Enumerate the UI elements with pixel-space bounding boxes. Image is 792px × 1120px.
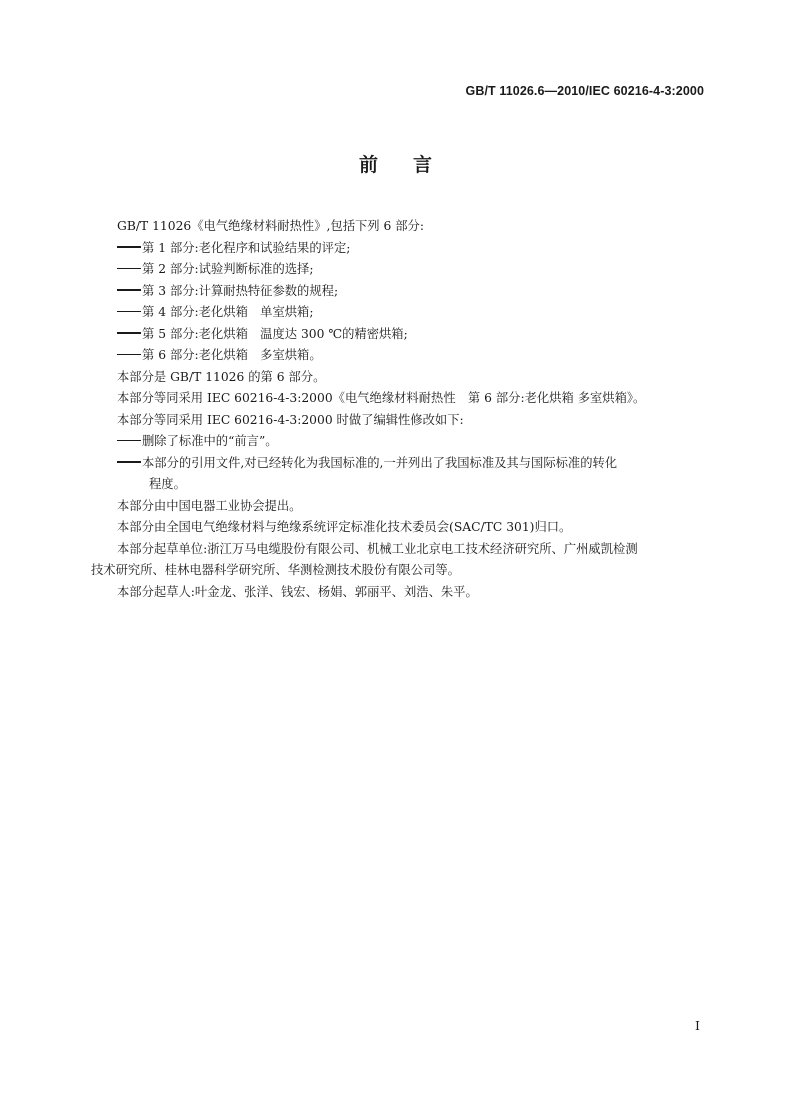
- dash-mark: [117, 289, 141, 290]
- list-item-text: 第 4 部分:老化烘箱 单室烘箱;: [142, 305, 314, 319]
- dash-mark: [117, 440, 141, 441]
- title-char-1: 前: [358, 154, 379, 176]
- dash-mark: [117, 246, 141, 247]
- page-title: [0, 150, 792, 177]
- paragraph-drafting-units-continued: 技术研究所、桂林电器科学研究所、华测检测技术股份有限公司等。: [91, 563, 460, 577]
- paragraph-equivalence: 本部分等同采用 IEC 60216-4-3:2000《电气绝缘材料耐热性 第 6 部分:老化烘箱 多室烘箱》。: [117, 391, 646, 405]
- list-item-part-4: [91, 302, 706, 324]
- list-item-modification-1: [91, 431, 706, 453]
- dash-mark: [117, 461, 141, 462]
- dash-mark: [117, 354, 141, 355]
- list-item-text: 本部分的引用文件,对已经转化为我国标准的,一并列出了我国标准及其与国际标准的转化: [142, 455, 618, 470]
- dash-mark: [117, 332, 141, 333]
- list-item-part-1: [91, 238, 706, 260]
- paragraph-drafters: 本部分起草人:叶金龙、张洋、钱宏、杨娟、郭丽平、刘浩、朱平。: [117, 584, 478, 599]
- list-item-text: 第 3 部分:计算耐热特征参数的规程;: [142, 283, 339, 298]
- list-item-modification-2: [91, 453, 706, 475]
- dash-mark: [117, 311, 141, 312]
- list-item-part-5: [91, 324, 706, 346]
- paragraph-proposer: 本部分由中国电器工业协会提出。: [117, 498, 302, 513]
- list-item-part-2: [91, 259, 706, 281]
- paragraph-modifications: 本部分等同采用 IEC 60216-4-3:2000 时做了编辑性修改如下:: [117, 412, 464, 427]
- paragraph-intro: GB/T 11026《电气绝缘材料耐热性》,包括下列 6 部分:: [117, 219, 424, 233]
- list-item-part-6: [91, 345, 706, 367]
- list-item-part-3: [91, 281, 706, 303]
- standard-code-header: GB/T 11026.6—2010/IEC 60216-4-3:2000: [465, 84, 704, 98]
- list-item-text: 第 5 部分:老化烘箱 温度达 300 ℃的精密烘箱;: [142, 326, 408, 341]
- list-item-text: 第 1 部分:老化程序和试验结果的评定;: [142, 240, 351, 255]
- title-char-2: 言: [413, 154, 434, 176]
- paragraph-drafting-units: 本部分起草单位:浙江万马电缆股份有限公司、机械工业北京电工技术经济研究所、广州威凯检测: [117, 541, 638, 556]
- paragraph-committee: 本部分由全国电气绝缘材料与绝缘系统评定标准化技术委员会(SAC/TC 301)归口。: [117, 520, 572, 534]
- list-item-modification-2-continued: 程度。: [149, 477, 186, 491]
- page-number: I: [695, 1018, 700, 1033]
- dash-mark: [117, 268, 141, 269]
- foreword-body: [91, 216, 706, 603]
- list-item-text: 删除了标准中的“前言”。: [142, 434, 278, 448]
- list-item-text: 第 6 部分:老化烘箱 多室烘箱。: [142, 348, 322, 362]
- paragraph-part-statement: 本部分是 GB/T 11026 的第 6 部分。: [117, 369, 326, 384]
- list-item-text: 第 2 部分:试验判断标准的选择;: [142, 262, 314, 276]
